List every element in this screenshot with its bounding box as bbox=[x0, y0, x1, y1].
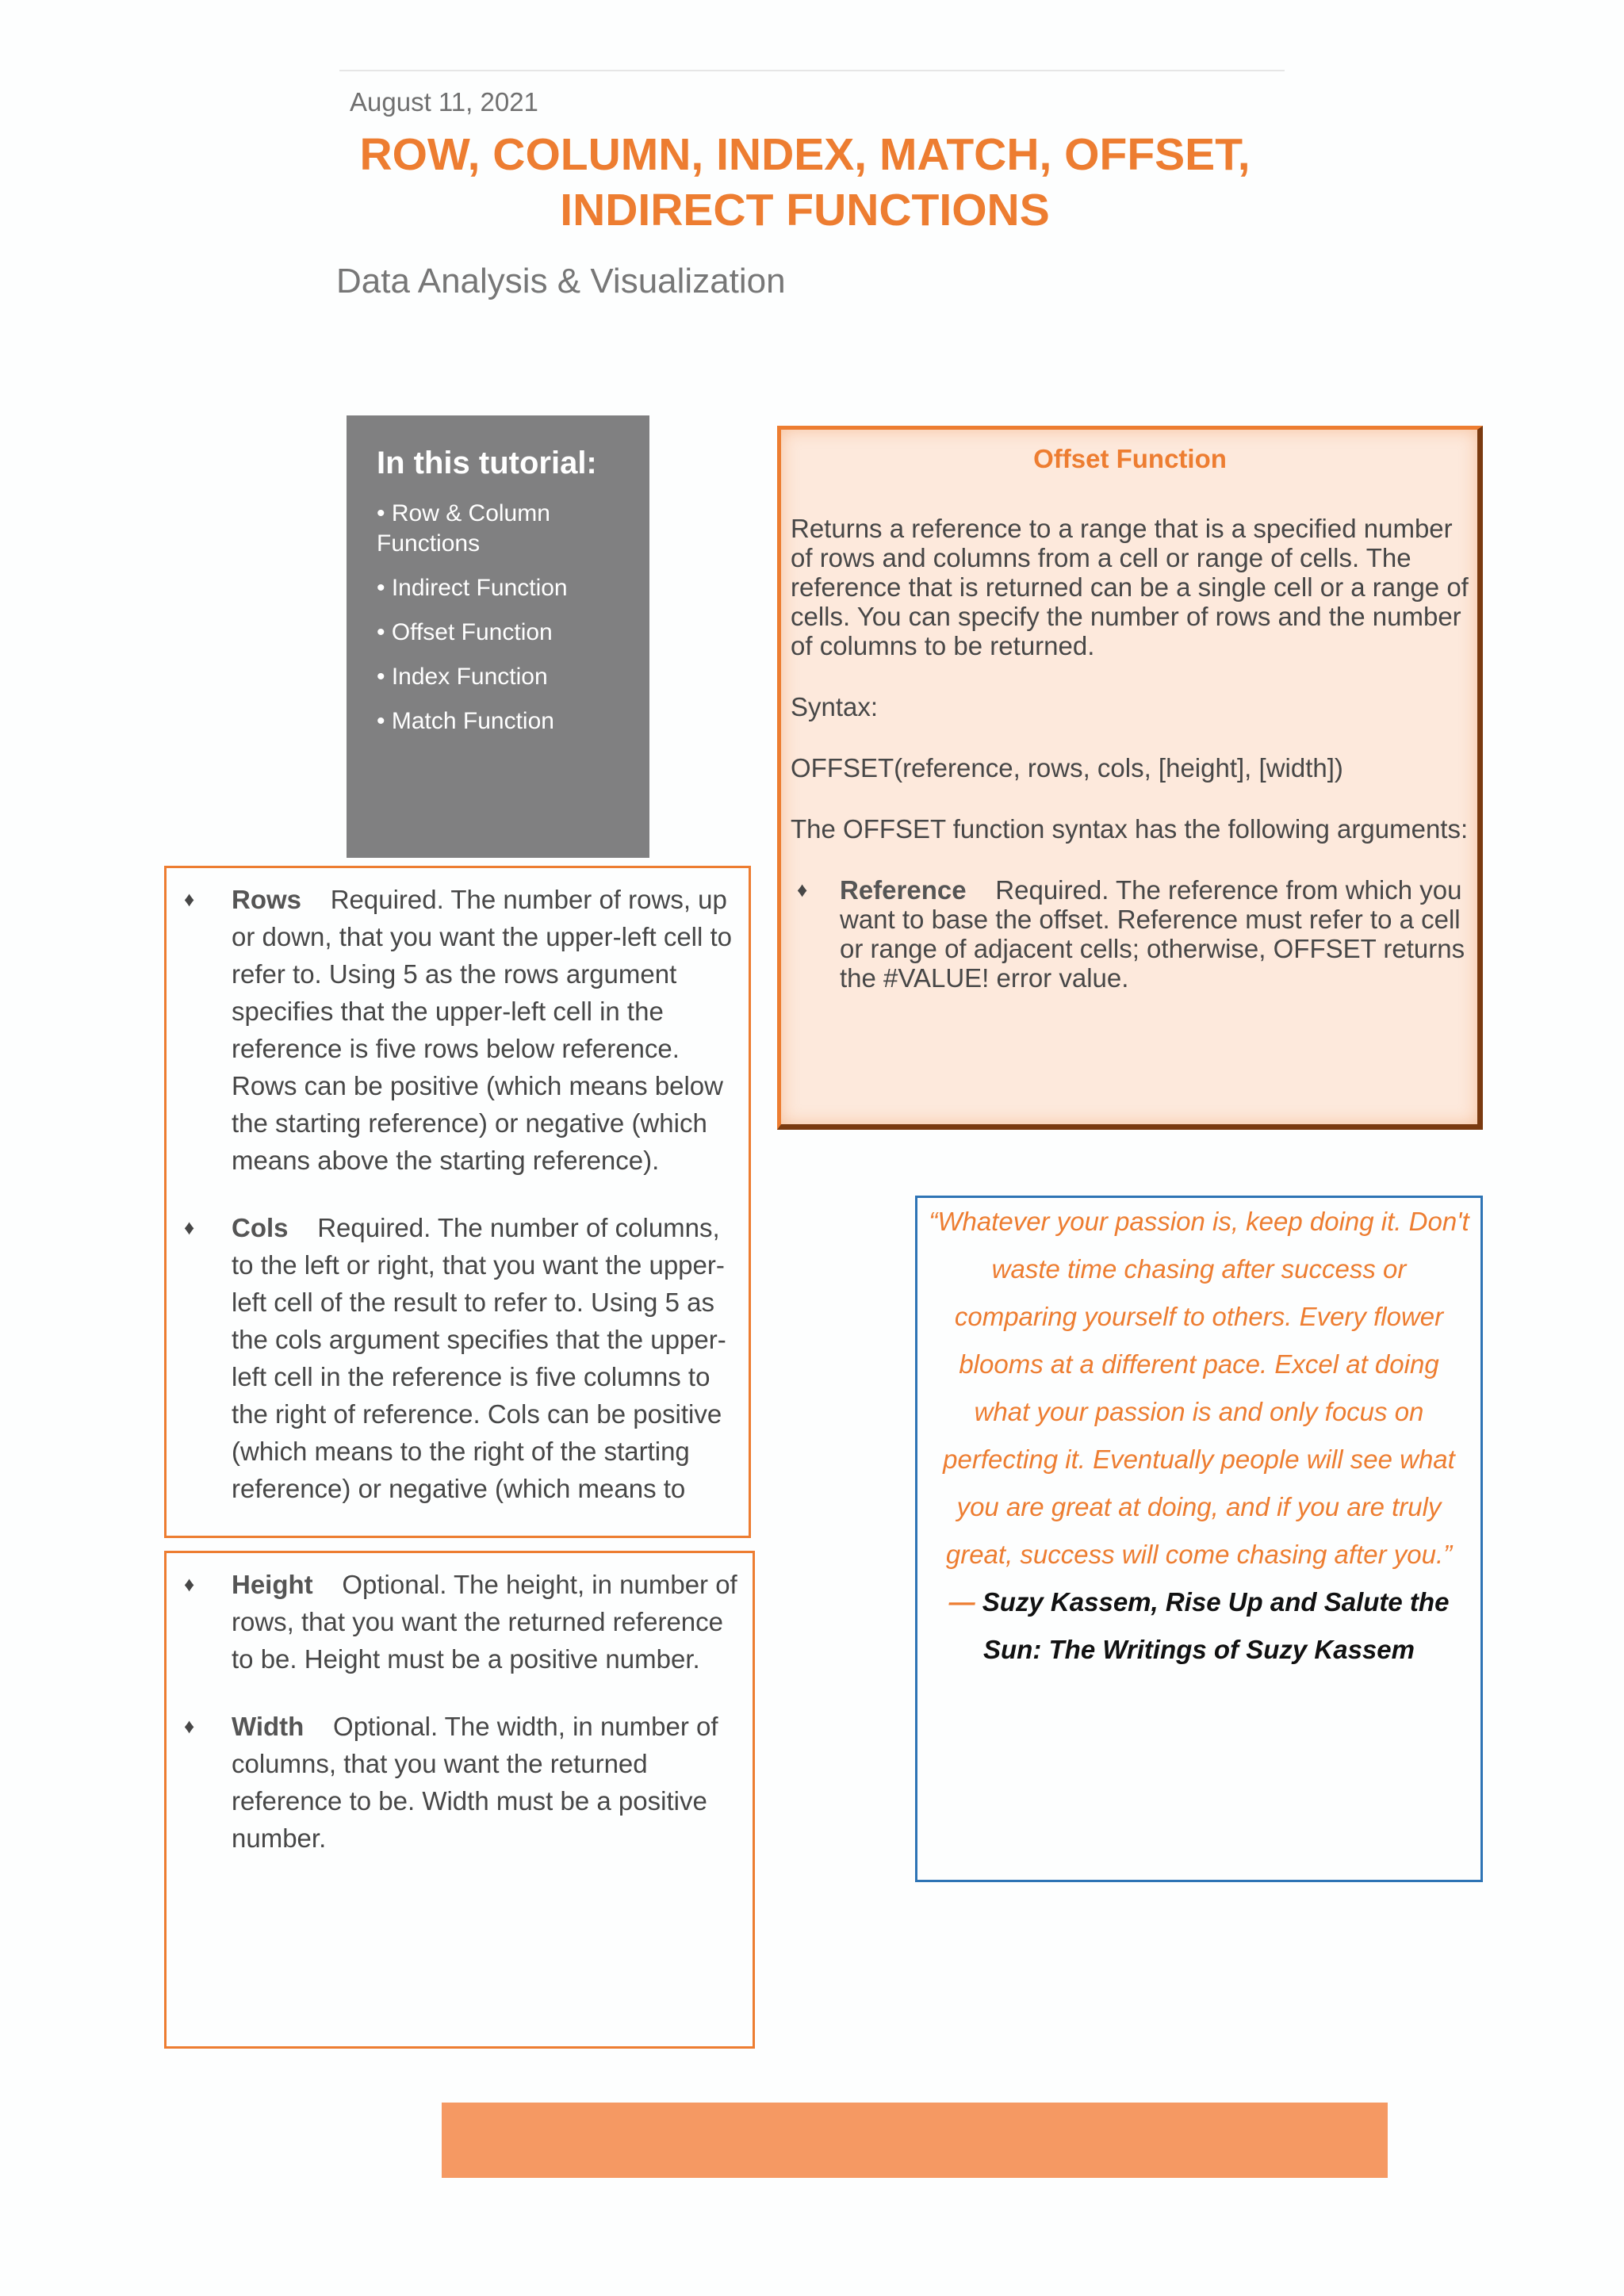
term-cols-description: Required. The number of columns, to the left or right, that you want the upper-left cell of the result to refer to. Using 5 as the cols argument specifies that the upper-left cell in the reference is five columns to the right of reference. Cols can be positive (which means to the right of the starting reference) or negative (which means to bbox=[232, 1213, 726, 1503]
quote-text: “Whatever your passion is, keep doing it. Don't waste time chasing after success or comparing yourself to others. Every flower blooms at a different pace. Excel at doing what your passion is and only focus on perfecting it. Eventually people will see what you are great at doing, and if you are truly great, success will come chasing after you.” bbox=[929, 1207, 1469, 1569]
top-divider bbox=[339, 70, 1285, 71]
page-subtitle: Data Analysis & Visualization bbox=[336, 262, 786, 300]
tutorial-list bbox=[377, 499, 632, 737]
term-width: Width bbox=[232, 1712, 304, 1741]
rows-cols-box bbox=[164, 866, 751, 1538]
tutorial-item-match: • Match Function bbox=[377, 706, 632, 737]
offset-description: Returns a reference to a range that is a specified number of rows and columns from a cell or range of cells. The reference that is returned can be a single cell or a range of cells. You can specify the number of rows and the number of columns to be returned. bbox=[791, 514, 1469, 660]
offset-args-intro: The OFFSET function syntax has the following arguments: bbox=[791, 814, 1469, 844]
diamond-bullet-icon: ♦ bbox=[184, 1215, 195, 1239]
offset-syntax: OFFSET(reference, rows, cols, [height], [width]) bbox=[791, 753, 1343, 783]
offset-syntax-label: Syntax: bbox=[791, 692, 879, 721]
tutorial-item-index: • Index Function bbox=[377, 662, 632, 692]
term-width-description: Optional. The width, in number of columns, that you want the returned reference to be. Width must be a positive number. bbox=[232, 1712, 718, 1853]
page-title-line-2: INDIRECT FUNCTIONS bbox=[560, 185, 1050, 235]
height-width-box bbox=[164, 1551, 755, 2049]
list-item-rows bbox=[178, 881, 742, 1179]
tutorial-heading: In this tutorial: bbox=[377, 446, 597, 480]
tutorial-item-offset: • Offset Function bbox=[377, 618, 632, 648]
term-cols: Cols bbox=[232, 1213, 289, 1242]
offset-args-list bbox=[791, 875, 1469, 993]
height-width-list bbox=[178, 1566, 743, 1857]
list-item-cols bbox=[178, 1209, 742, 1507]
page-title-line-1: ROW, COLUMN, INDEX, MATCH, OFFSET, bbox=[359, 129, 1251, 180]
diamond-bullet-icon: ♦ bbox=[184, 1714, 195, 1738]
tutorial-sidebar bbox=[347, 415, 649, 858]
list-item-height bbox=[178, 1566, 743, 1678]
term-height: Height bbox=[232, 1570, 313, 1599]
offset-function-box bbox=[777, 426, 1483, 1130]
term-reference-description: Required. The reference from which you want to base the offset. Reference must refer to a cell or range of adjacent cells; otherwise, OFFSET returns the #VALUE! error value. bbox=[840, 875, 1465, 993]
quote-attribution bbox=[929, 1578, 1469, 1674]
document-date: August 11, 2021 bbox=[350, 87, 538, 117]
term-height-description: Optional. The height, in number of rows, that you want the returned reference to be. Height must be a positive number. bbox=[232, 1570, 737, 1674]
term-rows-description: Required. The number of rows, up or down, that you want the upper-left cell to refer to. Using 5 as the rows argument specifies that the upper-left cell in the reference is five rows below reference. Rows can be positive (which means below the starting reference) or negative (which means above the starting reference). bbox=[232, 885, 733, 1175]
term-rows: Rows bbox=[232, 885, 302, 914]
term-reference: Reference bbox=[840, 875, 967, 905]
footer-bar bbox=[442, 2103, 1388, 2178]
list-item-width bbox=[178, 1708, 743, 1857]
tutorial-item-indirect: • Indirect Function bbox=[377, 573, 632, 603]
page-title bbox=[301, 127, 1308, 238]
diamond-bullet-icon: ♦ bbox=[184, 1572, 195, 1596]
rows-cols-list bbox=[178, 881, 742, 1507]
attribution-dash: ― bbox=[948, 1587, 975, 1617]
offset-box-title: Offset Function bbox=[1033, 444, 1227, 473]
tutorial-item-row-column: • Row & Column Functions bbox=[377, 499, 632, 559]
quote-box bbox=[915, 1196, 1483, 1882]
diamond-bullet-icon: ♦ bbox=[797, 878, 808, 901]
attribution-text: Suzy Kassem, Rise Up and Salute the Sun: The Writings of Suzy Kassem bbox=[982, 1587, 1450, 1664]
list-item-reference bbox=[791, 875, 1469, 993]
diamond-bullet-icon: ♦ bbox=[184, 887, 195, 911]
